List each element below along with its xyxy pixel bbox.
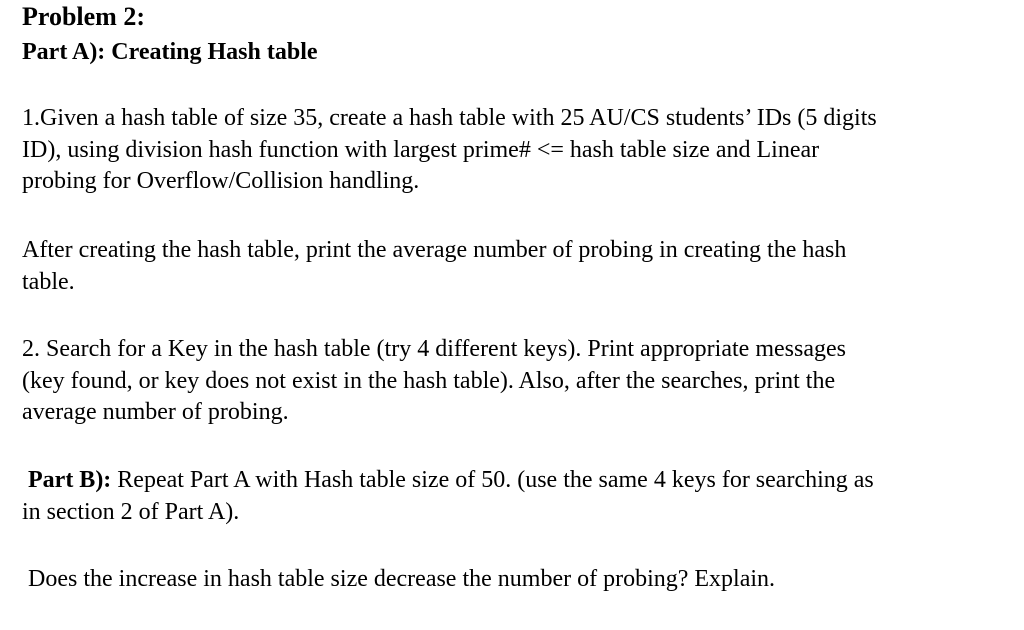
task-2-line-3: average number of probing.	[22, 399, 289, 425]
problem-title: Problem 2:	[22, 2, 145, 31]
average-probing-paragraph	[22, 235, 1012, 298]
question-paragraph	[22, 564, 1012, 596]
task-2-line-1: 2. Search for a Key in the hash table (try 4 different keys). Print appropriate messages	[22, 336, 846, 362]
task-2-paragraph	[22, 334, 1012, 429]
task-1-line-2: ID), using division hash function with largest prime# <= hash table size and Linear	[22, 136, 820, 163]
average-probing-line-1: After creating the hash table, print the average number of probing in creating the hash	[22, 237, 847, 263]
part-b-label: Part B):	[28, 467, 112, 493]
task-1-line-1: 1.Given a hash table of size 35, create a hash table with 25 AU/CS students’ IDs (5 digits	[22, 105, 877, 131]
part-b-paragraph	[22, 465, 1012, 528]
task-2-line-2: (key found, or key does not exist in the hash table). Also, after the searches, print the	[22, 367, 836, 394]
task-1-line-3: probing for Overflow/Collision handling.	[22, 168, 420, 194]
part-b-line-1	[22, 465, 1012, 497]
part-b-line-2: in section 2 of Part A).	[22, 498, 240, 525]
part-b-line-1-text: Repeat Part A with Hash table size of 50. (use the same 4 keys for searching as	[111, 467, 874, 493]
part-a-title: Part A): Creating Hash table	[22, 39, 318, 65]
question-line: Does the increase in hash table size decrease the number of probing? Explain.	[28, 566, 776, 592]
task-1-paragraph	[22, 103, 1012, 198]
average-probing-line-2: table.	[22, 268, 75, 295]
